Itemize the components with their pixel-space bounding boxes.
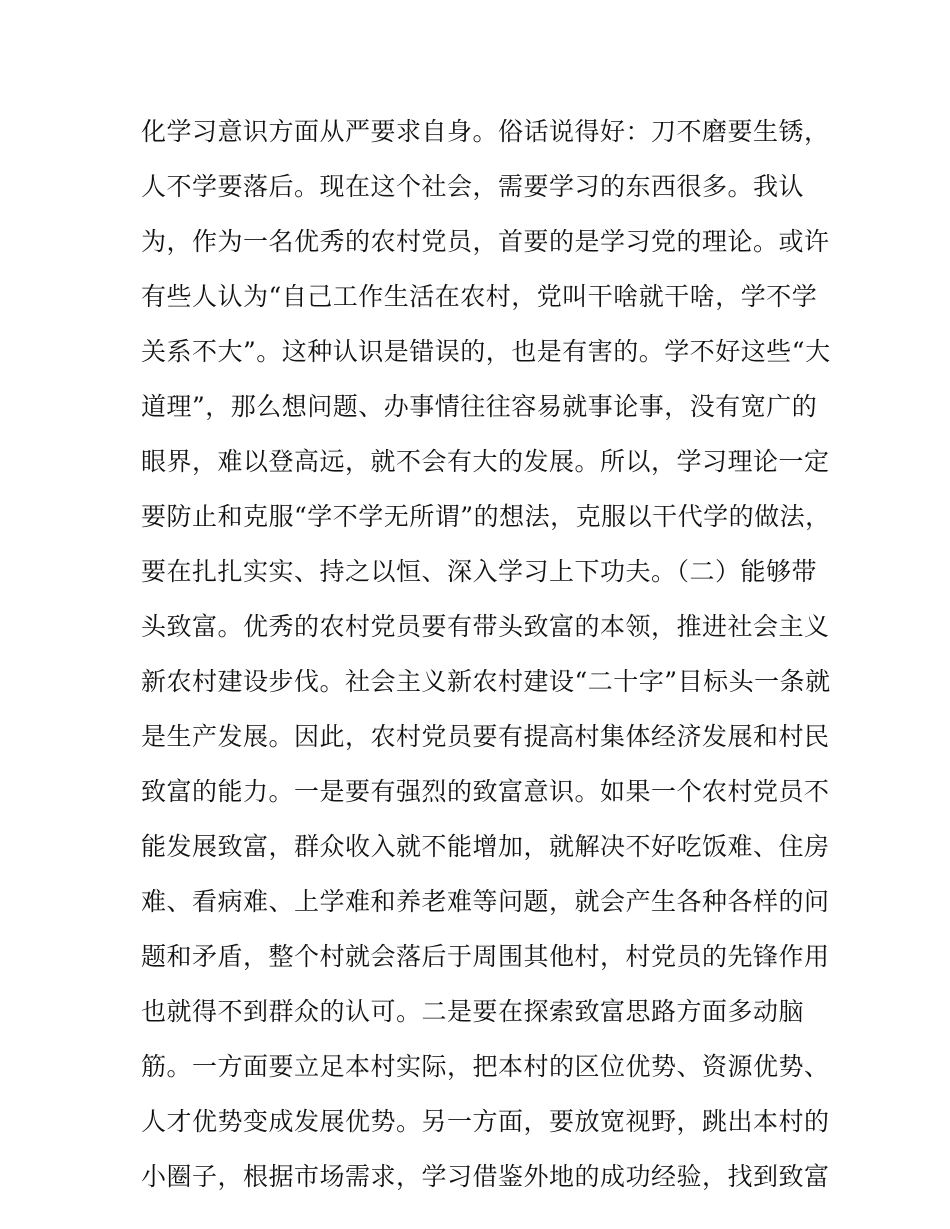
text-line: 眼界，难以登高远，就不会有大的发展。所以，学习理论一定	[141, 447, 830, 476]
text-line: 为，作为一名优秀的农村党员，首要的是学习党的理论。或许	[141, 227, 830, 256]
text-line: 能发展致富，群众收入就不能增加，就解决不好吃饭难、住房	[141, 832, 830, 861]
text-line: 是生产发展。因此，农村党员要有提高村集体经济发展和村民	[141, 722, 830, 751]
text-line: 难、看病难、上学难和养老难等问题，就会产生各种各样的问	[141, 887, 830, 916]
text-line: 有些人认为“自己工作生活在农村，党叫干啥就干啥，学不学	[141, 282, 818, 311]
text-line: 题和矛盾，整个村就会落后于周围其他村，村党员的先锋作用	[141, 942, 830, 971]
body-text	[141, 104, 831, 1204]
text-line: 化学习意识方面从严要求自身。俗话说得好：刀不磨要生锈，	[141, 117, 830, 146]
text-line: 道理”，那么想问题、办事情往往容易就事论事，没有宽广的	[141, 392, 818, 421]
text-line: 新农村建设步伐。社会主义新农村建设“二十字”目标头一条就	[141, 667, 831, 696]
text-line: 头致富。优秀的农村党员要有带头致富的本领，推进社会主义	[141, 612, 830, 641]
text-line: 人不学要落后。现在这个社会，需要学习的东西很多。我认	[141, 172, 805, 201]
text-line: 筋。一方面要立足本村实际，把本村的区位优势、资源优势、	[141, 1052, 830, 1081]
text-line: 关系不大”。这种认识是错误的，也是有害的。学不好这些“大	[141, 337, 831, 366]
text-line: 要在扎扎实实、持之以恒、深入学习上下功夫。（二）能够带	[141, 557, 818, 586]
text-line: 人才优势变成发展优势。另一方面，要放宽视野，跳出本村的	[141, 1107, 830, 1136]
text-line: 小圈子，根据市场需求，学习借鉴外地的成功经验，找到致富	[141, 1162, 830, 1191]
text-line: 要防止和克服“学不学无所谓”的想法，克服以干代学的做法，	[141, 502, 831, 531]
text-line: 致富的能力。一是要有强烈的致富意识。如果一个农村党员不	[141, 777, 830, 806]
text-line: 也就得不到群众的认可。二是要在探索致富思路方面多动脑	[141, 997, 805, 1026]
